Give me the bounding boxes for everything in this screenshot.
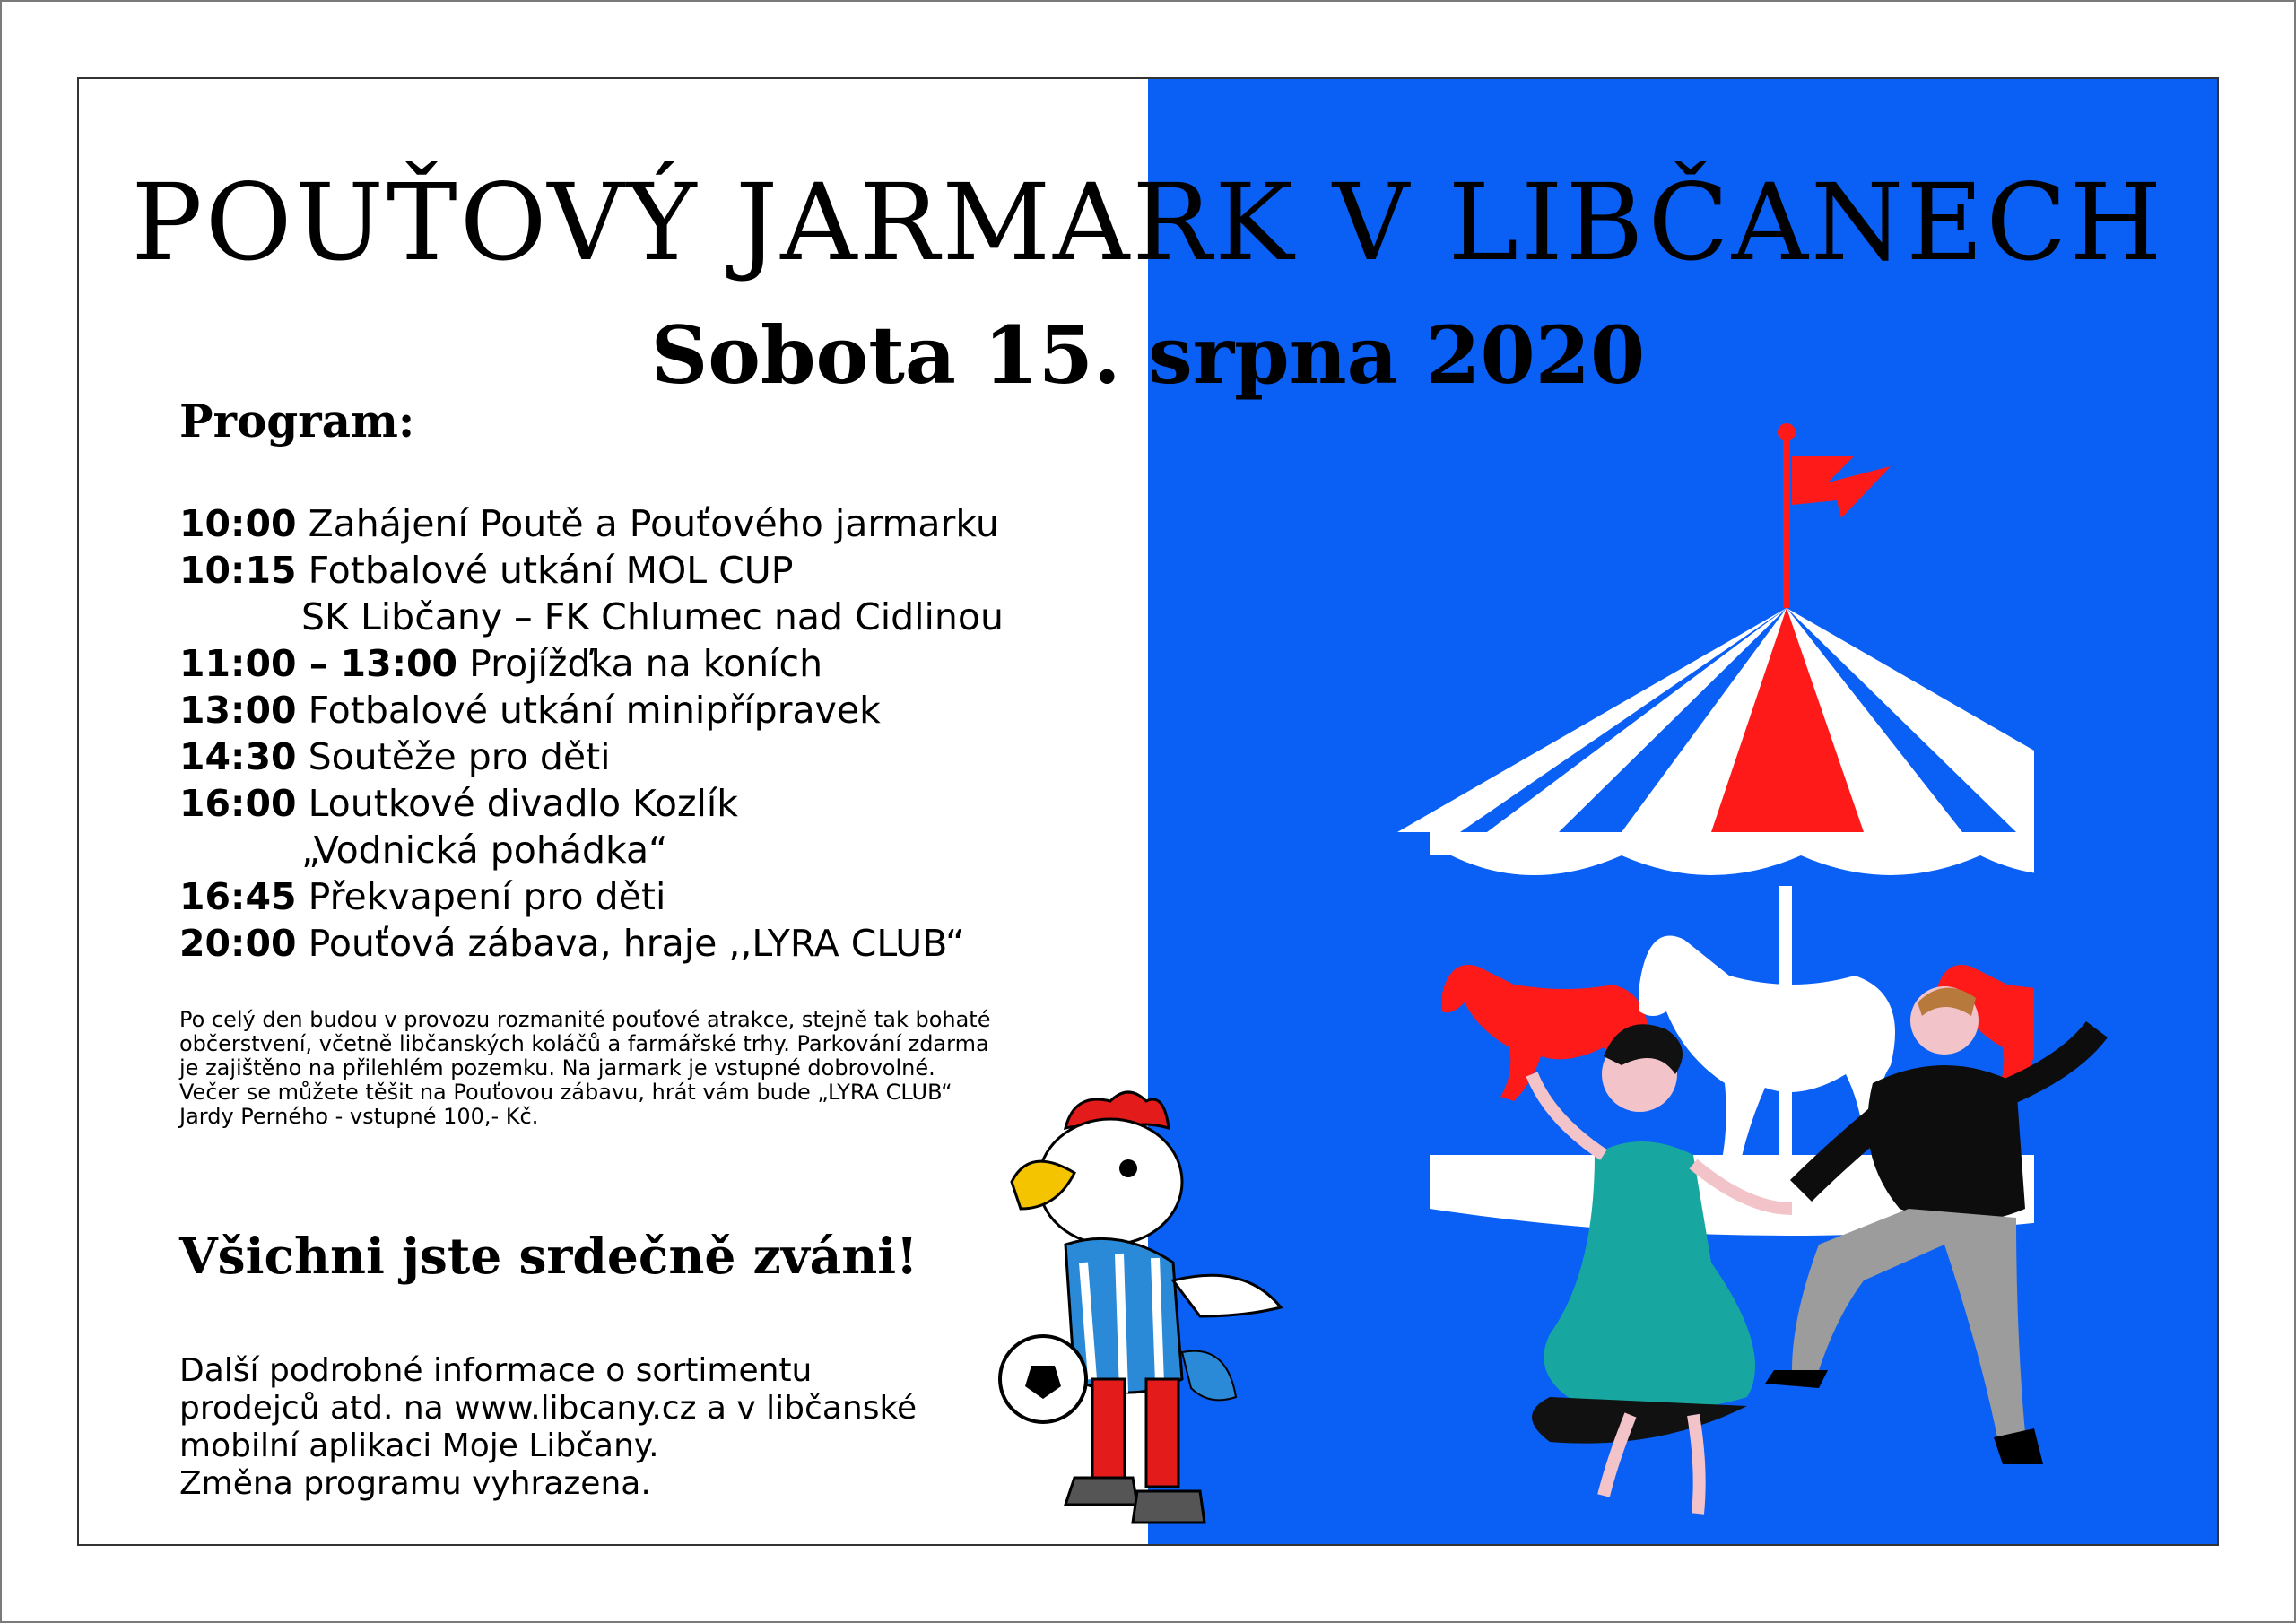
more-info-line: mobilní aplikaci Moje Libčany. bbox=[179, 1428, 659, 1464]
poster bbox=[77, 77, 2219, 1546]
program-time: 16:45 bbox=[179, 875, 297, 918]
rooster-eye bbox=[1119, 1159, 1137, 1177]
program-text: Fotbalové utkání MOL CUP bbox=[308, 549, 794, 592]
woman-arm-left bbox=[1532, 1074, 1604, 1155]
woman-leg-right bbox=[1693, 1415, 1700, 1514]
invitation-text: Všichni jste srdečně zváni! bbox=[179, 1227, 918, 1285]
info-note bbox=[179, 1008, 1157, 1129]
program-item bbox=[179, 920, 1004, 967]
program-text: Pouťová zábava, hraje ,,LYRA CLUB“ bbox=[308, 922, 965, 965]
program-text: „Vodnická pohádka“ bbox=[301, 829, 668, 872]
poster-title: POUŤOVÝ JARMARK V LIBČANECH bbox=[131, 161, 2165, 284]
event-date: Sobota 15. srpna 2020 bbox=[650, 308, 1646, 402]
info-note-line: občerstvení, včetně libčanských koláčů a farmářské trhy. Parkování zdarma bbox=[179, 1031, 989, 1056]
info-note-line: je zajištěno na přilehlém pozemku. Na jarmark je vstupné dobrovolné. bbox=[179, 1055, 935, 1081]
program-text: Projížďka na koních bbox=[469, 642, 823, 685]
more-info-line: Další podrobné informace o sortimentu bbox=[179, 1352, 813, 1389]
program-text: Překvapení pro děti bbox=[308, 875, 666, 918]
program-text: Loutkové divadlo Kozlík bbox=[308, 782, 739, 825]
flag bbox=[1792, 456, 1891, 518]
program-item-continued bbox=[179, 594, 1004, 640]
man-shoe-left bbox=[1765, 1370, 1828, 1388]
man-trousers bbox=[1792, 1209, 2025, 1442]
woman-arm-right bbox=[1693, 1164, 1792, 1209]
program-time: 10:00 bbox=[179, 502, 297, 545]
program-time: 20:00 bbox=[179, 922, 297, 965]
flagpole-knob bbox=[1778, 423, 1796, 441]
man-arm-right bbox=[2007, 1029, 2097, 1092]
program-time: 16:00 bbox=[179, 782, 297, 825]
rooster-boot-left bbox=[1065, 1478, 1137, 1505]
rooster-tail bbox=[1182, 1351, 1236, 1401]
program-list bbox=[179, 500, 1004, 967]
program-time: 13:00 bbox=[179, 689, 297, 732]
rooster-sock-right bbox=[1146, 1379, 1178, 1487]
more-info-line: Změna programu vyhrazena. bbox=[179, 1465, 651, 1502]
rooster-mascot-illustration bbox=[976, 1083, 1335, 1532]
info-note-line: Večer se můžete těšit na Pouťovou zábavu, hrát vám bude „LYRA CLUB“ bbox=[179, 1080, 952, 1105]
program-text: Soutěže pro děti bbox=[308, 735, 611, 778]
program-text: Fotbalové utkání minipřípravek bbox=[308, 689, 881, 732]
man-shirt bbox=[1867, 1065, 2025, 1222]
program-text: Zahájení Poutě a Pouťového jarmarku bbox=[308, 502, 999, 545]
program-time: 10:15 bbox=[179, 549, 297, 592]
dancing-couple-illustration bbox=[1478, 976, 2124, 1532]
more-info bbox=[179, 1352, 917, 1503]
program-item bbox=[179, 687, 1004, 733]
program-item bbox=[179, 780, 1004, 827]
canopy-rim bbox=[1430, 832, 2034, 855]
info-note-line: Jardy Perného - vstupné 100,- Kč. bbox=[179, 1104, 539, 1129]
program-item-continued bbox=[179, 827, 1004, 873]
program-heading: Program: bbox=[179, 395, 415, 447]
program-item bbox=[179, 733, 1004, 780]
program-item bbox=[179, 500, 1004, 547]
program-item bbox=[179, 873, 1004, 920]
info-note-line: Po celý den budou v provozu rozmanité pouťové atrakce, stejně tak bohaté bbox=[179, 1007, 991, 1032]
more-info-line: prodejců atd. na www.libcany.cz a v libčanské bbox=[179, 1390, 918, 1427]
program-item bbox=[179, 547, 1004, 594]
rooster-boot-right bbox=[1133, 1491, 1205, 1523]
canopy-scallop bbox=[1451, 855, 2034, 875]
program-time: 11:00 – 13:00 bbox=[179, 642, 458, 685]
program-item bbox=[179, 640, 1004, 687]
rooster-sock-left bbox=[1092, 1379, 1125, 1478]
program-time: 14:30 bbox=[179, 735, 297, 778]
program-text: SK Libčany – FK Chlumec nad Cidlinou bbox=[301, 595, 1004, 638]
rooster-wing bbox=[1173, 1275, 1281, 1316]
